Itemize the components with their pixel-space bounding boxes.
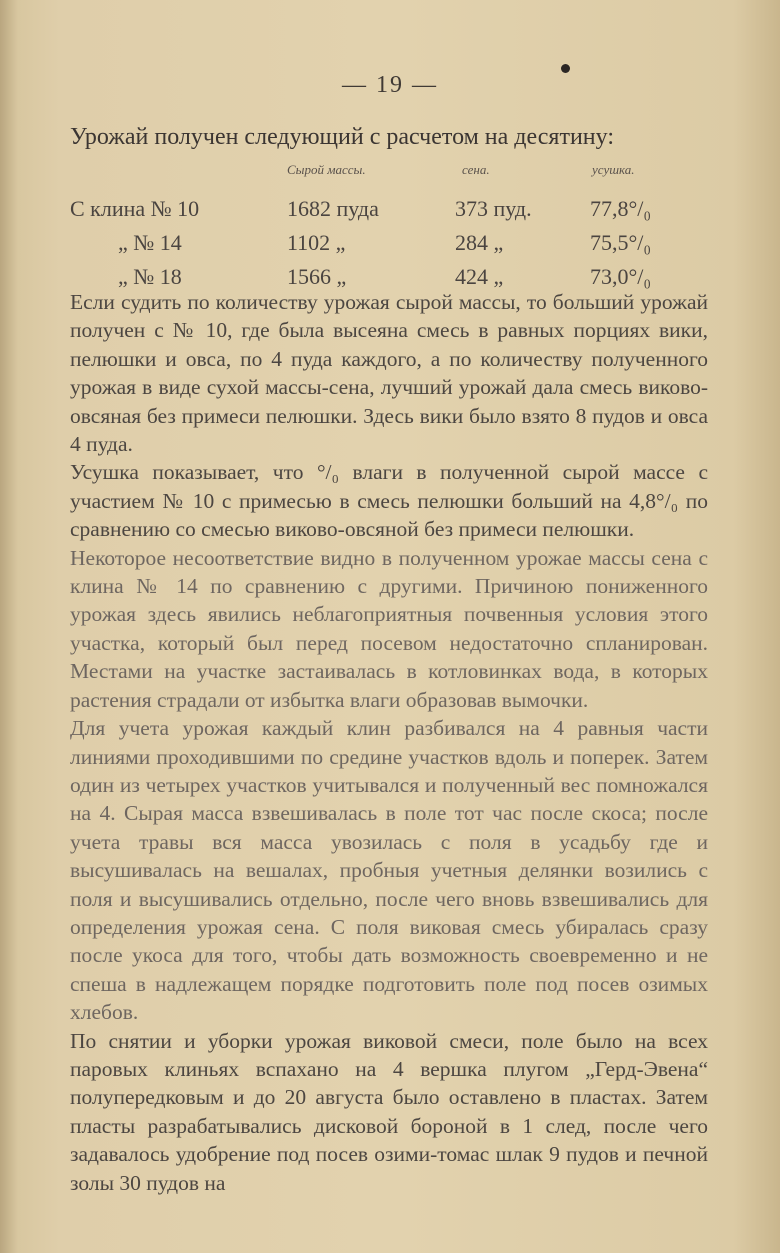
shrinkage-value: 73,0°/₀ (590, 264, 652, 289)
raw-mass-value: 1102 „ (287, 230, 346, 255)
shrinkage-value: 75,5°/₀ (590, 230, 652, 255)
raw-mass-value: 1682 пуда (287, 196, 379, 221)
table-row (70, 230, 700, 262)
field-label: „ № 18 (118, 264, 182, 289)
field-label: „ № 14 (118, 230, 182, 255)
shrinkage-value: 77,8°/₀ (590, 196, 652, 221)
hay-value: 284 „ (455, 230, 504, 255)
field-label: С клина № 10 (70, 196, 200, 221)
raw-mass-value: 1566 „ (287, 264, 347, 289)
paragraph-shrinkage: Усушка показывает, что °/₀ влаги в полученной сырой массе с участием № 10 с примесью в смесь пелюшки больший на 4,8°/₀ по сравнению со смесью виково-овсяной без примеси пелюшки. (70, 460, 708, 542)
hay-value: 373 пуд. (455, 196, 532, 221)
paragraph-field-14: Некоторое несоответствие видно в полученном урожае массы сена с клина № 14 по сравнению с другими. Причиною пониженного урожая здесь явились неблагоприятныя почвенныя условия этого участка, который был перед посевом недостаточно спланирован. Местами на участке застаивалась в котловинках вода, в которых растения страдали от избытка влаги образовав вымочки. (70, 545, 708, 712)
paragraph-accounting-method: Для учета урожая каждый клин разбивался на 4 равныя части линиями проходившими по средине участков вдоль и поперек. Затем один из четырех участков учитывался и полученный вес помножался на 4. Сырая масса взвешивалась в поле тот час после скоса; после учета травы вся масса увозилась с поля в усадьбу где и высушивалась на вешалах, пробныя учетныя делянки возились с поля и высушивались отдельно, после чего вновь взвешивались для определения урожая сена. С поля виковая смесь убиралась сразу после укоса для того, чтобы дать возможность своевременно и не спеша в надлежащем порядке подготовить поле под посев озимых хлебов. (70, 716, 708, 1025)
table-row (70, 196, 700, 228)
header-hay: сена. (462, 162, 490, 177)
header-raw-mass: Сырой массы. (287, 162, 366, 177)
page-number: — 19 — (342, 72, 438, 98)
intro-sentence: Урожай получен следующий с расчетом на десятину: (70, 124, 614, 150)
body-text (70, 288, 708, 1197)
paragraph-yield-comparison: Если судить по количеству урожая сырой массы, то больший урожай получен с № 10, где была высеяна смесь в равных порциях вики, пелюшки и овса, по 4 пуда каждого, а по количеству полученного урожая в виде сухой массы-сена, лучший урожай дала смесь виково-овсяная без примеси пелюшки. Здесь вики было взято 8 пудов и овса 4 пуда. (70, 290, 708, 457)
header-shrinkage: усушка. (592, 162, 635, 177)
paragraph-ploughing: По снятии и уборки урожая виковой смеси, поле было на всех паровых клиньях вспахано на 4 вершка плугом „Герд-Эвена“ полупередковым и до 20 августа было оставлено в пластах. Затем пласты разрабатывались дисковой бороной в 1 след, после чего задавалось удобрение под посев озими-томас шлак 9 пудов и печной золы 30 пудов на (70, 1028, 708, 1195)
hay-value: 424 „ (455, 264, 504, 289)
